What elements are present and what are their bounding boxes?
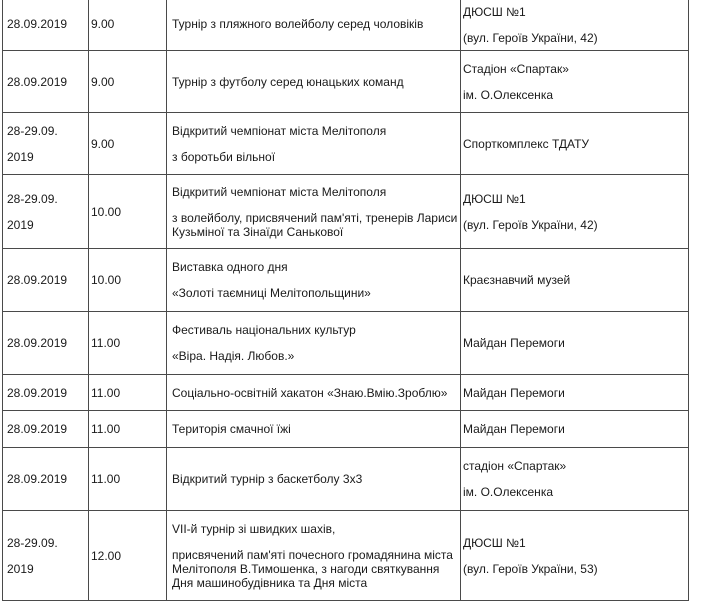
event-cell: VІІ-й турнір зі швидких шахів, присвячений пам'яті почесного громадянина міста Мелітополя В.Тимошенка, з нагоди святкування Дня машинобудівника та Дня міста [167, 511, 461, 601]
event-cell: Турнір з пляжного волейболу серед чоловіків [167, 0, 461, 51]
place-cell: ДЮСШ №1 (вул. Героїв України, 53) [461, 511, 689, 601]
place-cell: Майдан Перемоги [461, 411, 689, 448]
table-row [3, 375, 689, 411]
time-cell: 9.00 [89, 51, 167, 113]
place-cell: стадіон «Спартак» ім. О.Олексенка [461, 448, 689, 511]
table-row [3, 411, 689, 448]
time-cell: 9.00 [89, 0, 167, 51]
time-cell: 11.00 [89, 411, 167, 448]
event-cell: Відкритий чемпіонат міста Мелітополя з боротьби вільної [167, 113, 461, 175]
table-row [3, 113, 689, 175]
date-cell: 28-29.09. 2019 [3, 511, 89, 601]
event-cell: Відкритий чемпіонат міста Мелітополя з волейболу, присвячений пам'яті, тренерів Лариси Кузьміної та Зінаїди Санькової [167, 175, 461, 249]
event-cell: Виставка одного дня «Золоті таємниці Мелітопольщини» [167, 249, 461, 312]
time-cell: 11.00 [89, 448, 167, 511]
event-cell: Фестиваль національних культур «Віра. Надія. Любов.» [167, 312, 461, 375]
date-cell: 28-29.09. 2019 [3, 175, 89, 249]
table-row [3, 249, 689, 312]
table-row [3, 312, 689, 375]
table-row [3, 511, 689, 601]
event-cell: Територія смачної їжі [167, 411, 461, 448]
event-cell: Відкритий турнір з баскетболу 3х3 [167, 448, 461, 511]
date-cell: 28.09.2019 [3, 375, 89, 411]
time-cell: 11.00 [89, 375, 167, 411]
events-table [2, 0, 689, 601]
time-cell: 11.00 [89, 312, 167, 375]
date-cell: 28.09.2019 [3, 51, 89, 113]
time-cell: 9.00 [89, 113, 167, 175]
time-cell: 12.00 [89, 511, 167, 601]
date-cell: 28.09.2019 [3, 411, 89, 448]
place-cell: Майдан Перемоги [461, 312, 689, 375]
place-cell: Краєзнавчий музей [461, 249, 689, 312]
place-cell: ДЮСШ №1 (вул. Героїв України, 42) [461, 0, 689, 51]
place-cell: Стадіон «Спартак» ім. О.Олексенка [461, 51, 689, 113]
place-cell: Майдан Перемоги [461, 375, 689, 411]
table-row [3, 175, 689, 249]
date-cell: 28.09.2019 [3, 249, 89, 312]
event-cell: Соціально-освітній хакатон «Знаю.Вмію.Зроблю» [167, 375, 461, 411]
date-cell: 28.09.2019 [3, 0, 89, 51]
table-row [3, 51, 689, 113]
table-row [3, 0, 689, 51]
place-cell: ДЮСШ №1 (вул. Героїв України, 42) [461, 175, 689, 249]
date-cell: 28.09.2019 [3, 312, 89, 375]
date-cell: 28.09.2019 [3, 448, 89, 511]
time-cell: 10.00 [89, 175, 167, 249]
time-cell: 10.00 [89, 249, 167, 312]
table-row [3, 448, 689, 511]
place-cell: Спорткомплекс ТДАТУ [461, 113, 689, 175]
event-cell: Турнір з футболу серед юнацьких команд [167, 51, 461, 113]
date-cell: 28-29.09. 2019 [3, 113, 89, 175]
